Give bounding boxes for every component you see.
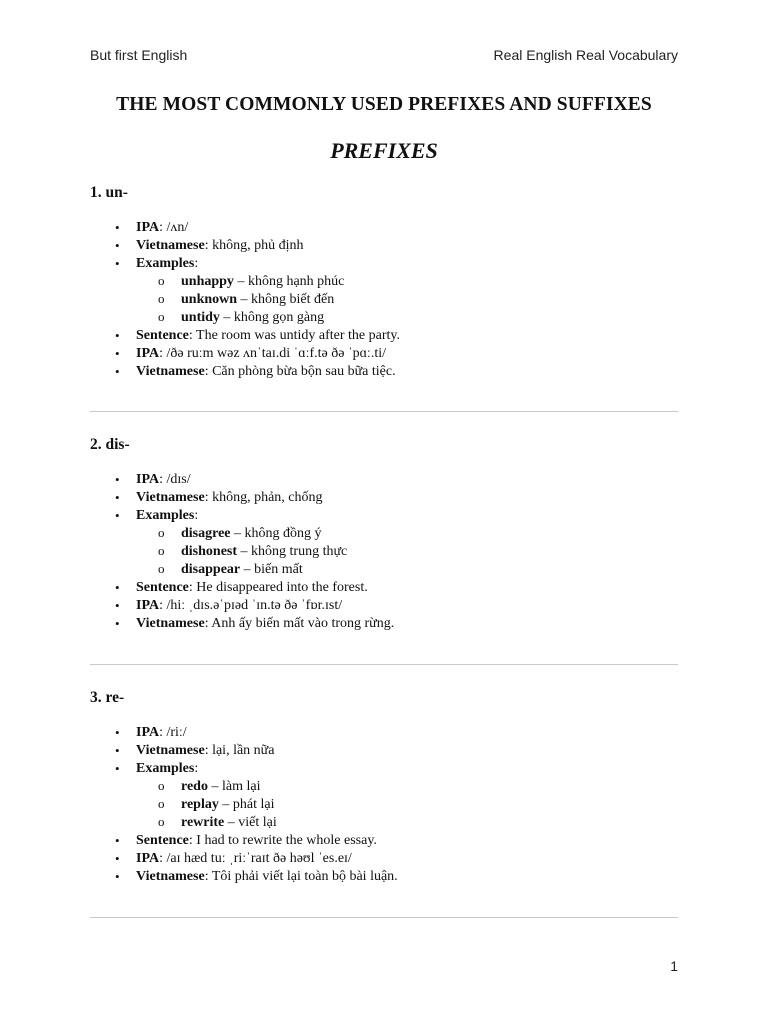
sentence-vietnamese-label: Vietnamese (136, 869, 205, 884)
sentence-ipa-label: IPA (136, 851, 160, 866)
example-meaning: – viết lại (224, 815, 277, 830)
prefix-heading: 2. dis- (90, 436, 130, 453)
divider (90, 664, 678, 665)
list-item (90, 507, 394, 579)
header-right-text: Real English Real Vocabulary (493, 47, 678, 63)
examples-colon: : (194, 761, 199, 776)
divider (90, 917, 678, 918)
example-meaning: – không gọn gàng (219, 310, 325, 325)
sentence-vietnamese-label: Vietnamese (136, 364, 205, 379)
examples-list (136, 525, 394, 579)
prefix-heading: 1. un- (90, 184, 128, 201)
example-meaning: – biến mất (240, 562, 303, 577)
sentence-vietnamese-value: : Anh ấy biến mất vào trong rừng. (204, 616, 395, 631)
sentence-ipa-value: : /hiː ˌdɪs.əˈpɪəd ˈɪn.tə ðə ˈfɒr.ɪst/ (159, 598, 343, 613)
example-word: dishonest (181, 544, 238, 559)
sentence-vietnamese-label: Vietnamese (136, 616, 205, 631)
example-meaning: – làm lại (207, 779, 261, 794)
ipa-value: : /ʌn/ (159, 220, 189, 235)
sentence-ipa-label: IPA (136, 346, 160, 361)
sentence-value: : I had to rewrite the whole essay. (188, 833, 377, 848)
example-word: rewrite (181, 815, 225, 830)
list-item (90, 237, 400, 255)
example-item (136, 525, 394, 543)
example-item (136, 273, 400, 291)
vietnamese-value: : không, phủ định (204, 238, 304, 253)
ipa-label: IPA (136, 725, 160, 740)
sentence-label: Sentence (136, 328, 189, 343)
list-item (90, 868, 398, 886)
list-item (90, 471, 394, 489)
sentence-label: Sentence (136, 833, 189, 848)
header-left-text: But first English (90, 47, 188, 63)
example-meaning: – phát lại (218, 797, 275, 812)
prefix-block (90, 183, 678, 379)
examples-label: Examples (136, 256, 195, 271)
list-item (90, 345, 400, 363)
example-item (136, 561, 394, 579)
prefix-details-list (90, 724, 398, 886)
example-meaning: – không trung thực (237, 544, 348, 559)
list-item (90, 489, 394, 507)
list-item (90, 363, 400, 381)
sentence-value: : He disappeared into the forest. (188, 580, 368, 595)
vietnamese-value: : lại, lần nữa (204, 743, 275, 758)
document-title: THE MOST COMMONLY USED PREFIXES AND SUFFIXES (116, 94, 652, 115)
sentence-ipa-value: : /ðə ruːm wəz ʌnˈtaɪ.di ˈɑːf.tə ðə ˈpɑː.ti/ (159, 346, 386, 361)
prefix-block (90, 435, 678, 631)
sentence-vietnamese-value: : Tôi phải viết lại toàn bộ bài luận. (204, 869, 398, 884)
list-item (90, 832, 398, 850)
example-item (136, 309, 400, 327)
section-title: PREFIXES (330, 138, 438, 163)
list-item (90, 579, 394, 597)
example-word: disagree (181, 526, 231, 541)
example-item (136, 543, 394, 561)
list-item (90, 724, 398, 742)
vietnamese-label: Vietnamese (136, 490, 205, 505)
example-meaning: – không hạnh phúc (233, 274, 345, 289)
examples-label: Examples (136, 761, 195, 776)
list-item (90, 760, 398, 832)
list-item (90, 615, 394, 633)
examples-colon: : (194, 256, 199, 271)
sentence-ipa-label: IPA (136, 598, 160, 613)
example-item (136, 814, 398, 832)
examples-colon: : (194, 508, 199, 523)
examples-list (136, 273, 400, 327)
ipa-value: : /riː/ (159, 725, 187, 740)
example-word: disappear (181, 562, 241, 577)
divider (90, 411, 678, 412)
sentence-label: Sentence (136, 580, 189, 595)
ipa-label: IPA (136, 472, 160, 487)
example-word: unhappy (181, 274, 234, 289)
sentence-ipa-value: : /aɪ hæd tuː ˌriːˈraɪt ðə həʊl ˈes.eɪ/ (159, 851, 352, 866)
page-number: 1 (670, 958, 678, 974)
examples-list (136, 778, 398, 832)
list-item (90, 742, 398, 760)
example-word: redo (181, 779, 208, 794)
example-item (136, 778, 398, 796)
vietnamese-value: : không, phản, chống (204, 490, 323, 505)
ipa-value: : /dɪs/ (159, 472, 191, 487)
examples-label: Examples (136, 508, 195, 523)
example-word: untidy (181, 310, 220, 325)
vietnamese-label: Vietnamese (136, 743, 205, 758)
list-item (90, 597, 394, 615)
example-meaning: – không biết đến (237, 292, 335, 307)
prefix-block (90, 688, 678, 884)
list-item (90, 850, 398, 868)
example-meaning: – không đồng ý (230, 526, 322, 541)
list-item (90, 327, 400, 345)
example-item (136, 291, 400, 309)
prefix-details-list (90, 219, 400, 381)
prefix-heading: 3. re- (90, 689, 125, 706)
example-word: replay (181, 797, 219, 812)
list-item (90, 219, 400, 237)
sentence-value: : The room was untidy after the party. (188, 328, 400, 343)
example-word: unknown (181, 292, 238, 307)
ipa-label: IPA (136, 220, 160, 235)
vietnamese-label: Vietnamese (136, 238, 205, 253)
sentence-vietnamese-value: : Căn phòng bừa bộn sau bữa tiệc. (204, 364, 396, 379)
list-item (90, 255, 400, 327)
example-item (136, 796, 398, 814)
prefix-details-list (90, 471, 394, 633)
